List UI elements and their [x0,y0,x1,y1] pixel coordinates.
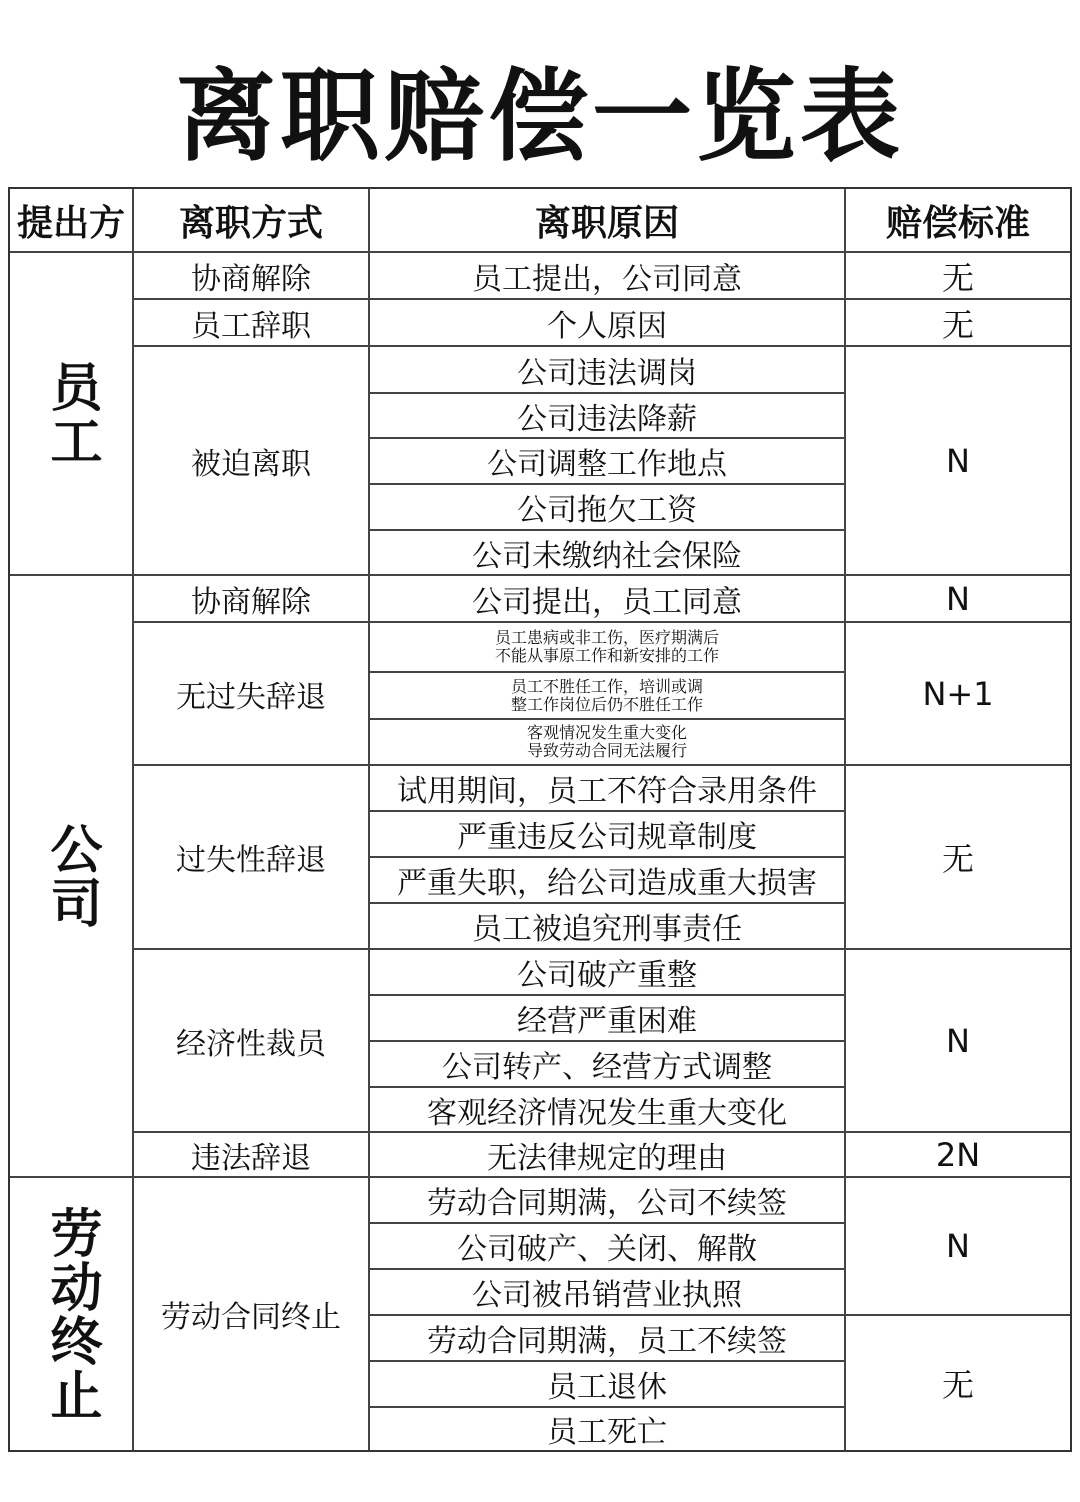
reason-line: 员工患病或非工伤，医疗期满后 [494,628,719,647]
reason-cell: 公司转产、经营方式调整 [442,1050,772,1085]
method-cell: 违法辞退 [191,1140,311,1176]
reason-cell: 公司违法降薪 [517,401,697,437]
standard-cell: 无 [941,305,974,344]
standard-cell: N [946,441,970,480]
compensation-table [8,187,1072,1452]
party-termination: 劳动终止 [41,1206,101,1422]
reason-cell: 严重失职，给公司造成重大损害 [397,866,817,901]
header-standard: 赔偿标准 [885,202,1030,244]
standard-cell: N [946,579,970,618]
method-cell: 过失性辞退 [176,843,326,878]
reason-cell: 客观经济情况发生重大变化 [427,1095,787,1131]
reason-line: 客观情况发生重大变化 [526,723,687,742]
method-cell: 协商解除 [191,261,311,297]
reason-line: 导致劳动合同无法履行 [526,741,687,760]
reason-cell [370,720,844,764]
reason-line: 不能从事原工作和新安排的工作 [494,646,719,665]
reason-cell: 公司拖欠工资 [517,493,697,528]
reason-cell: 公司未缴纳社会保险 [472,538,742,574]
reason-cell: 公司违法调岗 [517,355,697,391]
reason-cell: 试用期间，员工不符合录用条件 [397,774,817,809]
standard-cell: 无 [941,258,974,297]
standard-cell: N+1 [922,674,994,713]
page-title: 离职赔偿一览表 [176,58,904,175]
header-method: 离职方式 [178,202,323,244]
method-cell: 无过失辞退 [176,679,326,715]
standard-cell: 无 [941,1366,974,1404]
header-party: 提出方 [16,202,125,244]
reason-cell: 公司提出，员工同意 [472,584,742,620]
reason-cell: 劳动合同期满，公司不续签 [427,1186,787,1221]
reason-cell: 公司调整工作地点 [487,447,727,482]
reason-cell [370,673,844,718]
method-cell: 劳动合同终止 [161,1300,341,1335]
method-cell: 员工辞职 [191,308,311,344]
reason-cell: 公司破产重整 [517,958,697,993]
reason-cell: 员工提出，公司同意 [472,261,742,297]
reason-cell: 无法律规定的理由 [487,1140,727,1176]
party-company: 公司 [41,822,101,930]
method-cell: 经济性裁员 [176,1026,326,1062]
standard-cell: 2N [935,1135,981,1174]
method-cell: 协商解除 [191,584,311,620]
reason-line: 员工不胜任工作，培训或调 [510,676,703,696]
reason-cell: 员工被追究刑事责任 [472,912,742,947]
standard-cell: 无 [941,840,974,878]
reason-cell: 个人原因 [547,308,667,344]
party-employee: 员工 [41,359,101,468]
reason-cell: 公司被吊销营业执照 [472,1278,742,1313]
reason-cell [370,623,844,671]
reason-cell: 经营严重困难 [517,1004,697,1039]
reason-line: 整工作岗位后仍不胜任工作 [510,694,703,714]
reason-cell: 公司破产、关闭、解散 [457,1232,757,1267]
header-reason: 离职原因 [534,202,679,244]
reason-cell: 员工退休 [547,1370,667,1405]
reason-cell: 严重违反公司规章制度 [457,820,757,855]
standard-cell: N [946,1227,970,1265]
reason-cell: 劳动合同期满，员工不续签 [427,1324,787,1359]
method-cell: 被迫离职 [191,446,311,482]
standard-cell: N [946,1021,970,1060]
reason-cell: 员工死亡 [547,1415,667,1450]
